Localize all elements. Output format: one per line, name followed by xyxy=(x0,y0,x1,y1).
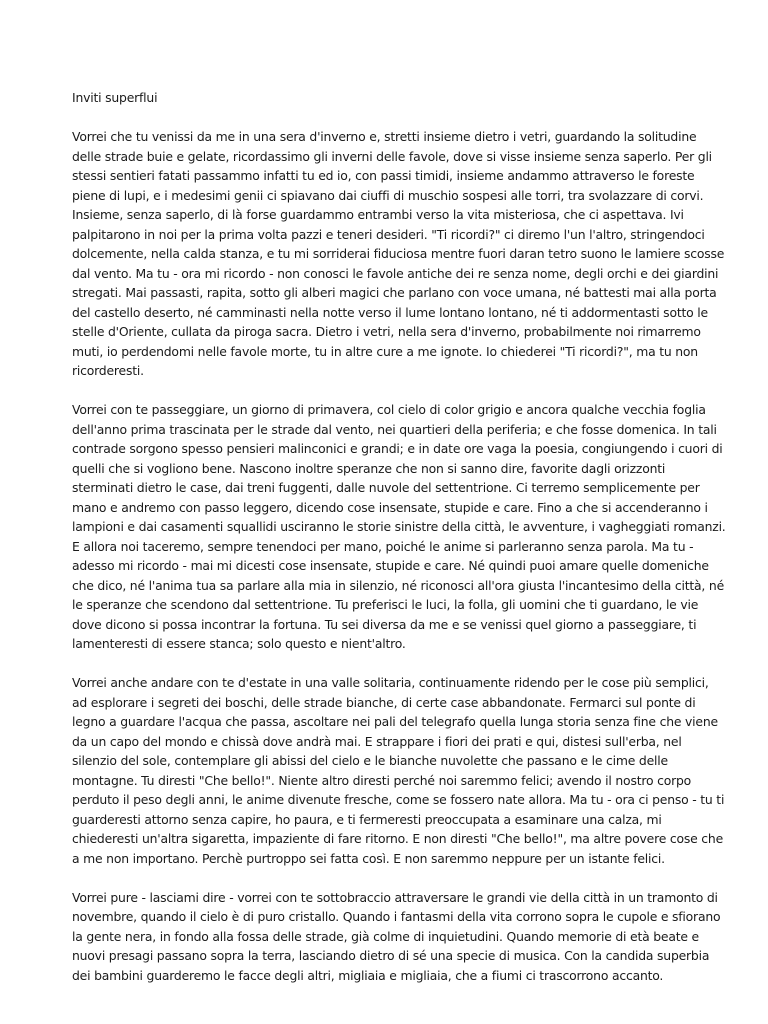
paragraph: Vorrei anche andare con te d'estate in una valle solitaria, continuamente ridendo per le cose più semplici, ad esplorare i segreti dei boschi, delle strade bianche, di certe case abbandonate. Fermarci sul ponte di legno a guardare l'acqua che passa, ascoltare nei pali del telegrafo quella lunga storia senza fine che viene da un capo del mondo e chissà dove andrà mai. E strappare i fiori dei prati e qui, distesi sull'erba, nel silenzio del sole, contemplare gli abissi del cielo e le bianche nuvolette che passano e le cime delle montagne. Tu diresti "Che bello!". Niente altro diresti perché noi saremmo felici; avendo il nostro corpo perduto il peso degli anni, le anime divenute fresche, come se fossero nate allora. Ma tu - ora ci penso - tu ti guarderesti attorno senza capire, ho paura, e ti fermeresti preoccupata a esaminare una calza, mi chiederesti un'altra sigaretta, impaziente di fare ritorno. E non diresti "Che bello!", ma altre povere cose che a me non importano. Perchè purtroppo sei fatta così. E non saremmo neppure per un istante felici. xyxy=(72,675,725,866)
document-page xyxy=(72,88,726,1005)
document-title: Inviti superflui xyxy=(72,90,158,105)
paragraph: Vorrei con te passeggiare, un giorno di primavera, col cielo di color grigio e ancora qualche vecchia foglia dell'anno prima trascinata per le strade dal vento, nei quartieri della periferia; e che fosse domenica. In tali contrade sorgono spesso pensieri malinconici e grandi; e in date ore vaga la poesia, congiungendo i cuori di quelli che si vogliono bene. Nascono inoltre speranze che non si sanno dire, favorite dagli orizzonti sterminati dietro le case, dai treni fuggenti, dalle nuvole del settentrione. Ci terremo semplicemente per mano e andremo con passo leggero, dicendo cose insensate, stupide e care. Fino a che si accenderanno i lampioni e dai casamenti squallidi usciranno le storie sinistre della città, le avventure, i vagheggiati romanzi. E allora noi taceremo, sempre tenendoci per mano, poiché le anime si parleranno senza parola. Ma tu - adesso mi ricordo - mai mi dicesti cose insensate, stupide e care. Né quindi puoi amare quelle domeniche che dico, né l'anima tua sa parlare alla mia in silenzio, né riconosci all'ora giusta l'incantesimo della città, né le speranze che scendono dal settentrione. Tu preferisci le luci, la folla, gli uomini che ti guardano, le vie dove dicono si possa incontrar la fortuna. Tu sei diversa da me e se venissi quel giorno a passeggiare, ti lamenteresti di essere stanca; solo questo e nient'altro. xyxy=(72,402,726,651)
paragraph: Vorrei pure - lasciami dire - vorrei con te sottobraccio attraversare le grandi vie della città in un tramonto di novembre, quando il cielo è di puro cristallo. Quando i fantasmi della vita corrono sopra le cupole e sfiorano la gente nera, in fondo alla fossa delle strade, già colme di inquietudini. Quando memorie di età beate e nuovi presagi passano sopra la terra, lasciando dietro di sé una specie di musica. Con la candida superbia dei bambini guarderemo le facce degli altri, migliaia e migliaia, che a fiumi ci trascorrono accanto. xyxy=(72,889,721,983)
paragraph: Vorrei che tu venissi da me in una sera d'inverno e, stretti insieme dietro i vetri, guardando la solitudine delle strade buie e gelate, ricordassimo gli inverni delle favole, dove si visse insieme senza saperlo. Per gli stessi sentieri fatati passammo infatti tu ed io, con passi timidi, insieme andammo attraverso le foreste piene di lupi, e i medesimi genii ci spiavano dai ciuffi di muschio sospesi alle torri, tra svolazzare di corvi. Insieme, senza saperlo, di là forse guardammo entrambi verso la vita misteriosa, che ci aspettava. Ivi palpitarono in noi per la prima volta pazzi e teneri desideri. "Ti ricordi?" ci diremo l'un l'altro, stringendoci dolcemente, nella calda stanza, e tu mi sorriderai fiduciosa mentre fuori daran tetro suono le lamiere scosse dal vento. Ma tu - ora mi ricordo - non conosci le favole antiche dei re senza nome, degli orchi e dei giardini stregati. Mai passasti, rapita, sotto gli alberi magici che parlano con voce umana, né battesti mai alla porta del castello deserto, né camminasti nella notte verso il lume lontano lontano, né ti addormentasti sotto le stelle d'Oriente, cullata da piroga sacra. Dietro i vetri, nella sera d'inverno, probabilmente noi rimarremo muti, io perdendomi nelle favole morte, tu in altre cure a me ignote. Io chiederei "Ti ricordi?", ma tu non ricorderesti. xyxy=(72,129,725,378)
